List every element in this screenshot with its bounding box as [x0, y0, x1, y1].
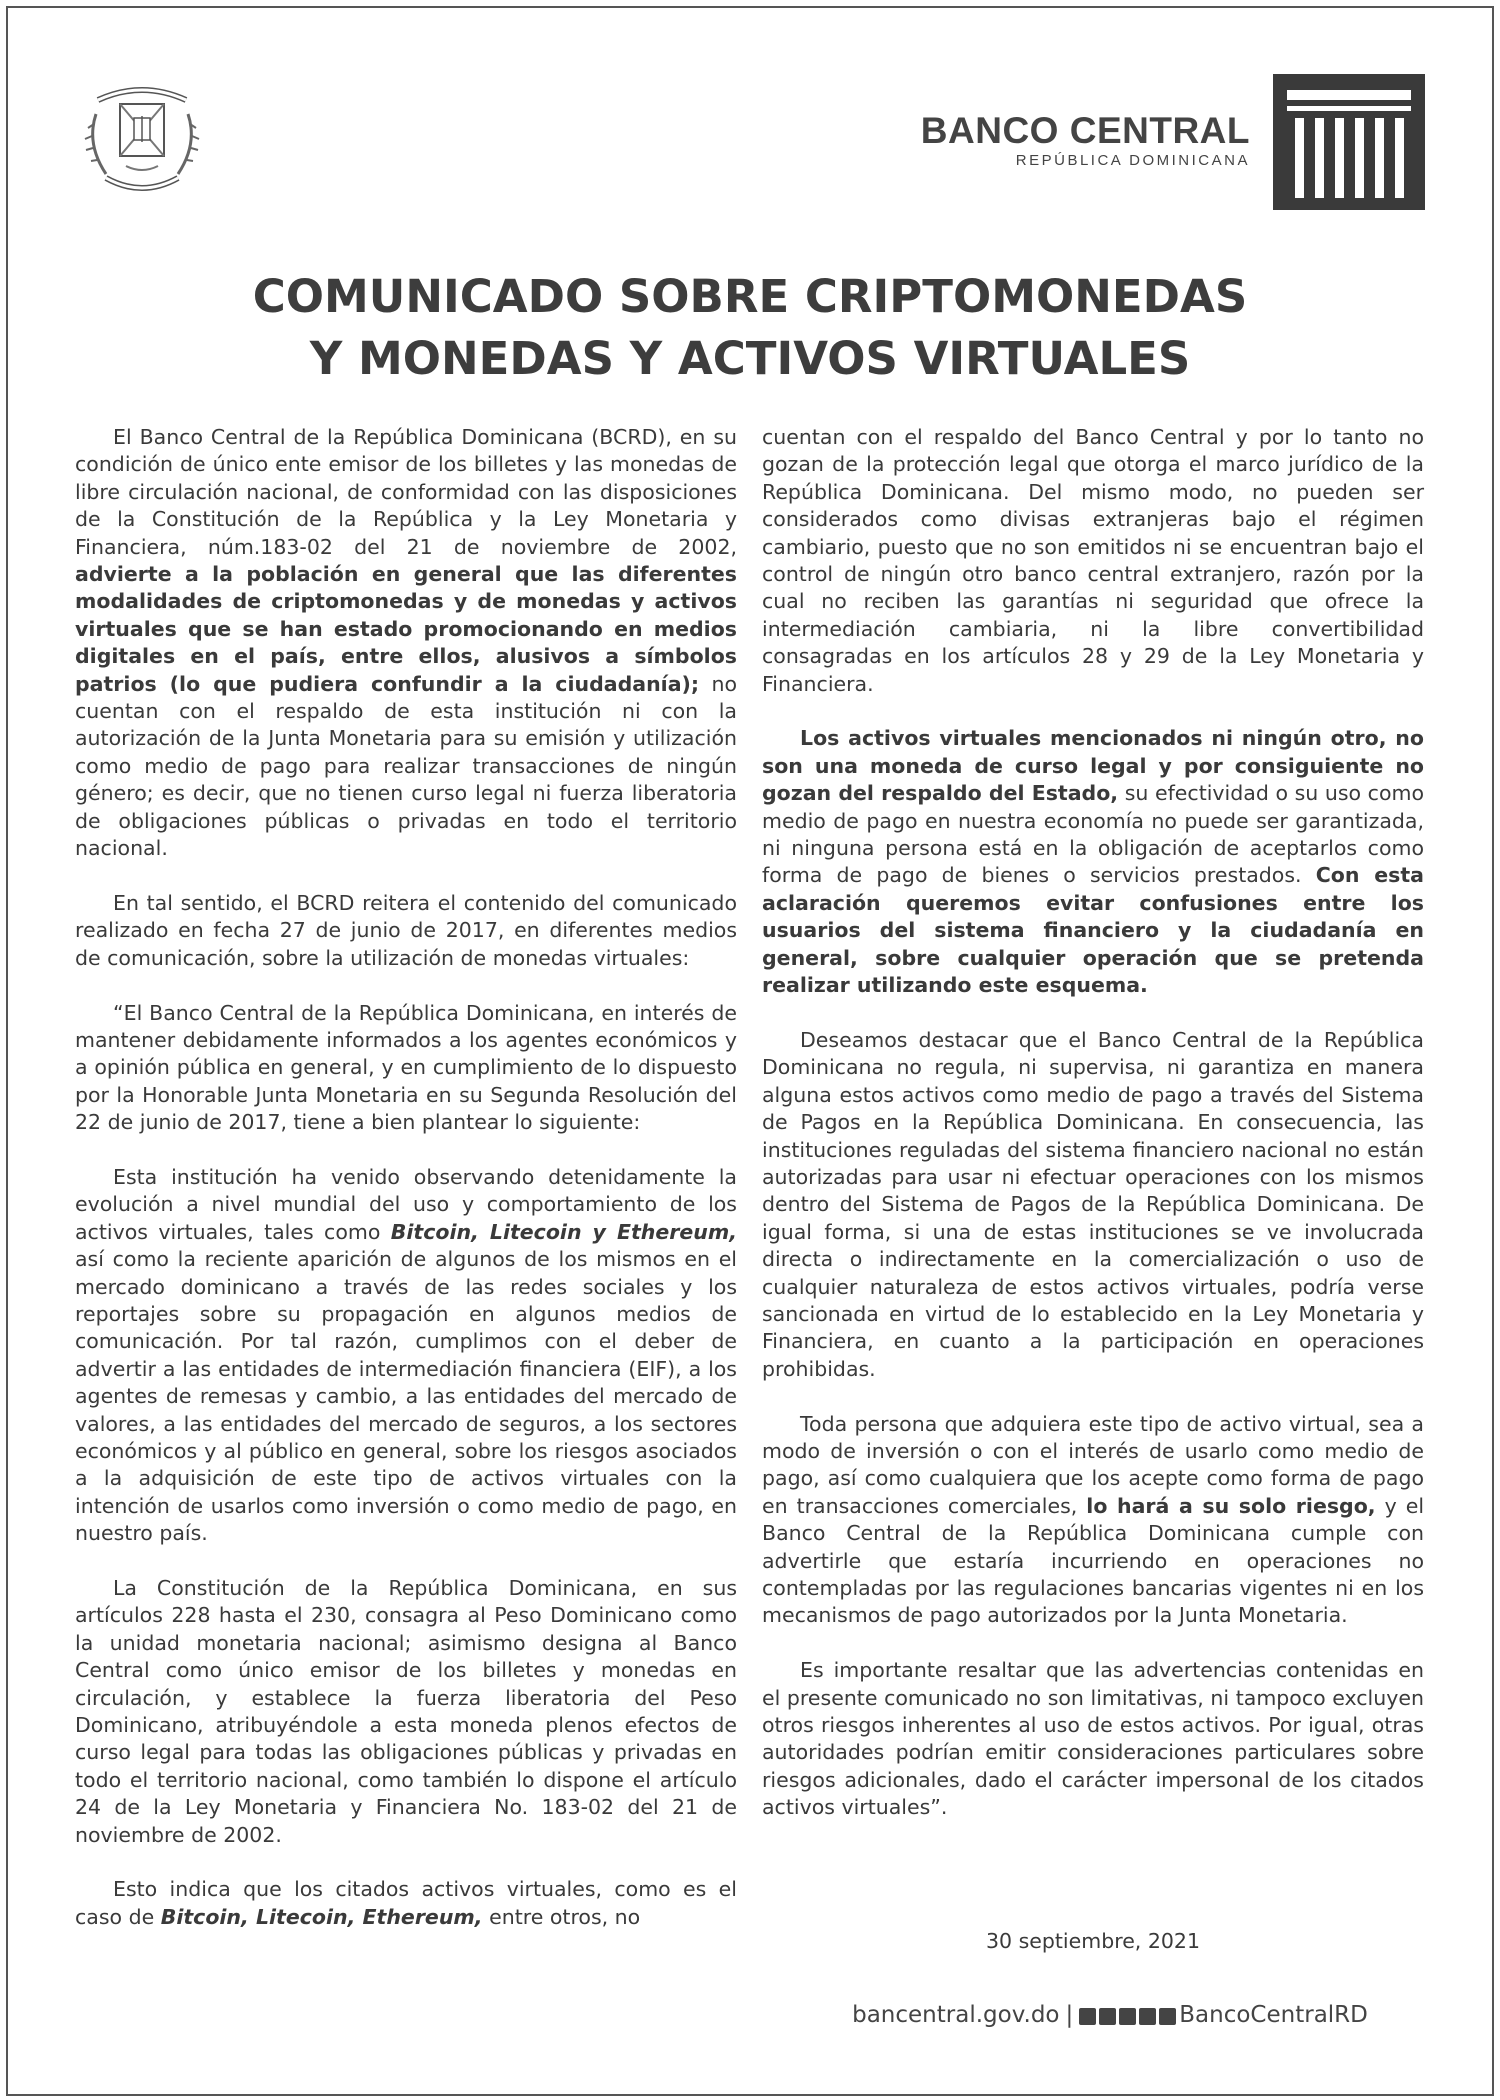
social-handle[interactable]: BancoCentralRD — [1179, 2002, 1368, 2028]
publication-date: 30 septiembre, 2021 — [985, 1929, 1201, 1953]
paragraph-1-bold: advierte a la población en general que las diferentes modalidades de criptomonedas y de monedas y activos virtuales que se han estado promocionando en medios digitales en el país, entre ellos, alusivos a símbolos patrios (lo que pudiera confundir a la ciudadanía); — [75, 562, 737, 696]
paragraph-10 — [762, 1411, 1424, 1630]
page-title — [100, 266, 1400, 390]
bank-name: BANCO CENTRAL — [920, 110, 1250, 151]
banco-central-logo — [1273, 74, 1425, 210]
paragraph-10-bold: lo hará a su solo riesgo, — [1086, 1493, 1376, 1518]
paragraph-8-bold: Los activos virtuales mencionados ni ningún otro, no son una moneda de curso legal y por consiguiente no gozan del respaldo del Estado, — [762, 726, 1424, 806]
twitter-icon[interactable] — [1079, 2008, 1096, 2025]
paragraph-8-text: su efectividad o su uso como medio de pago en nuestra economía no puede ser garantizada, ni ninguna persona está en la obligación de aceptarlos como forma de pago de bienes o servicios prestados. — [762, 781, 1424, 888]
paragraph-6-bold-italic: Bitcoin, Litecoin, Ethereum, — [160, 1904, 483, 1929]
paragraph-10-text-end: y el Banco Central de la República Dominicana cumple con advertirle que estaría incurriendo en operaciones no contempladas por las regulaciones bancarias vigentes ni en los mecanismos de pago autorizados por la Junta Monetaria. — [762, 1493, 1425, 1628]
footer-separator: | — [1065, 2002, 1074, 2028]
paragraph-10-text: Toda persona que adquiera este tipo de activo virtual, sea a modo de inversión o con el interés de usarlo como medio de pago, así como cualquiera que los acepte como forma de pago en transacciones comerciales, — [762, 1411, 1424, 1518]
youtube-icon[interactable] — [1159, 2008, 1176, 2025]
title-line-2: Y MONEDAS Y ACTIVOS VIRTUALES — [309, 332, 1191, 385]
paragraph-4-text: Esta institución ha venido observando detenidamente la evolución a nivel mundial del uso y comportamiento de los activos virtuales, tales como — [75, 1164, 737, 1244]
paragraph-8-bold-end: Con esta aclaración queremos evitar confusiones entre los usuarios del sistema financiero y la ciudadanía en general, sobre cualquier operación que se pretenda realizar utilizando este esquema. — [762, 863, 1424, 998]
left-column — [75, 424, 737, 1959]
paragraph-9: Deseamos destacar que el Banco Central de la República Dominicana no regula, ni supervisa, ni garantiza en manera alguna estos activos como medio de pago a través del Sistema de Pagos en la República Dominicana. En consecuencia, las instituciones reguladas del sistema financiero nacional no están autorizadas para usar ni efectuar operaciones con los mismos dentro del Sistema de Pagos de la República Dominicana. De igual forma, si una de estas instituciones se ve involucrada directa o indirectamente en la comercialización o uso de cualquier naturaleza de estos activos virtuales, podría verse sancionada en virtud de lo establecido en la Ley Monetaria y Financiera, en cuanto a la participación en operaciones prohibidas. — [762, 1027, 1424, 1381]
paragraph-5: La Constitución de la República Dominicana, en sus artículos 228 hasta el 230, consagra al Peso Dominicano como la unidad monetaria nacional; asimismo designa al Banco Central como único emisor de los billetes y monedas en circulación, y establece la fuerza liberatoria del Peso Dominicano, atribuyéndole a esta moneda plenos efectos de curso legal para todas las obligaciones públicas y privadas en todo el territorio nacional, como también lo dispone el artículo 24 de la Ley Monetaria y Financiera No. 183-02 del 21 de noviembre de 2002. — [75, 1576, 737, 1847]
paragraph-1-text: El Banco Central de la República Dominicana (BCRD), en su condición de único ente emisor de los billetes y las monedas de libre circulación nacional, de conformidad con las disposiciones de la Constitución de la República y la Ley Monetaria y Financiera, núm.183-02 del 21 de noviembre de 2002, — [75, 425, 737, 559]
paragraph-6-text: Esto indica que los citados activos virtuales, como es el caso de — [75, 1877, 737, 1929]
footer — [780, 2000, 1440, 2033]
paragraph-11: Es importante resaltar que las advertencias contenidas en el presente comunicado no son limitativas, ni tampoco excluyen otros riesgos inherentes al uso de estos activos. Por igual, otras autoridades podrían emitir consideraciones particulares sobre riesgos adicionales, dado el carácter impersonal de los citados activos virtuales”. — [762, 1658, 1424, 1820]
instagram-icon[interactable] — [1119, 2008, 1136, 2025]
paragraph-1-text-end: no cuentan con el respaldo de esta institución ni con la autorización de la Junta Monetaria para su emisión y utilización como medio de pago para realizar transacciones de ningún género; es decir, que no tienen curso legal ni fuerza liberatoria de obligaciones públicas o privadas en todo el territorio nacional. — [75, 671, 737, 861]
paragraph-6-text-end: entre otros, no — [482, 1904, 641, 1929]
coat-of-arms-seal — [76, 74, 208, 206]
title-line-1: COMUNICADO SOBRE CRIPTOMONEDAS — [252, 270, 1248, 323]
website-link[interactable]: bancentral.gov.do — [852, 2002, 1060, 2028]
social-icons — [1079, 2003, 1179, 2033]
paragraph-4 — [75, 1164, 737, 1548]
facebook-icon[interactable] — [1099, 2008, 1116, 2025]
paragraph-6 — [75, 1876, 737, 1931]
paragraph-1 — [75, 424, 737, 863]
paragraph-4-bold-italic: Bitcoin, Litecoin y Ethereum, — [390, 1219, 737, 1244]
paragraph-8 — [762, 725, 1424, 999]
right-column — [762, 424, 1424, 1849]
paragraph-4-text-end: así como la reciente aparición de algunos de los mismos en el mercado dominicano a través de las redes sociales y los reportajes sobre su propagación en algunos medios de comunicación. Por tal razón, cumplimos con el deber de advertir a las entidades de intermediación financiera (EIF), a los agentes de remesas y cambio, a las entidades del mercado de valores, a las entidades del mercado de seguros, a los sectores económicos y al público en general, sobre los riesgos asociados a la adquisición de este tipo de activos virtuales con la intención de usarlos como inversión o como medio de pago, en nuestro país. — [75, 1247, 737, 1546]
paragraph-2: En tal sentido, el BCRD reitera el contenido del comunicado realizado en fecha 27 de junio de 2017, en diferentes medios de comunicación, sobre la utilización de monedas virtuales: — [75, 890, 737, 970]
paragraph-7: cuentan con el respaldo del Banco Central y por lo tanto no gozan de la protección legal que otorga el marco jurídico de la República Dominicana. Del mismo modo, no pueden ser considerados como divisas extranjeras bajo el régimen cambiario, puesto que no son emitidos ni se encuentran bajo el control de ningún otro banco central extranjero, razón por la cual no reciben las garantías ni seguridad que ofrece la intermediación cambiaria, ni la libre convertibilidad consagradas en los artículos 28 y 29 de la Ley Monetaria y Financiera. — [762, 425, 1424, 696]
linkedin-icon[interactable] — [1139, 2008, 1156, 2025]
bank-subtitle: REPÚBLICA DOMINICANA — [1015, 152, 1250, 169]
paragraph-3: “El Banco Central de la República Dominicana, en interés de mantener debidamente informados a los agentes económicos y a opinión pública en general, y en cumplimiento de lo dispuesto por la Honorable Junta Monetaria en su Segunda Resolución del 22 de junio de 2017, tiene a bien plantear lo siguiente: — [75, 1000, 737, 1135]
